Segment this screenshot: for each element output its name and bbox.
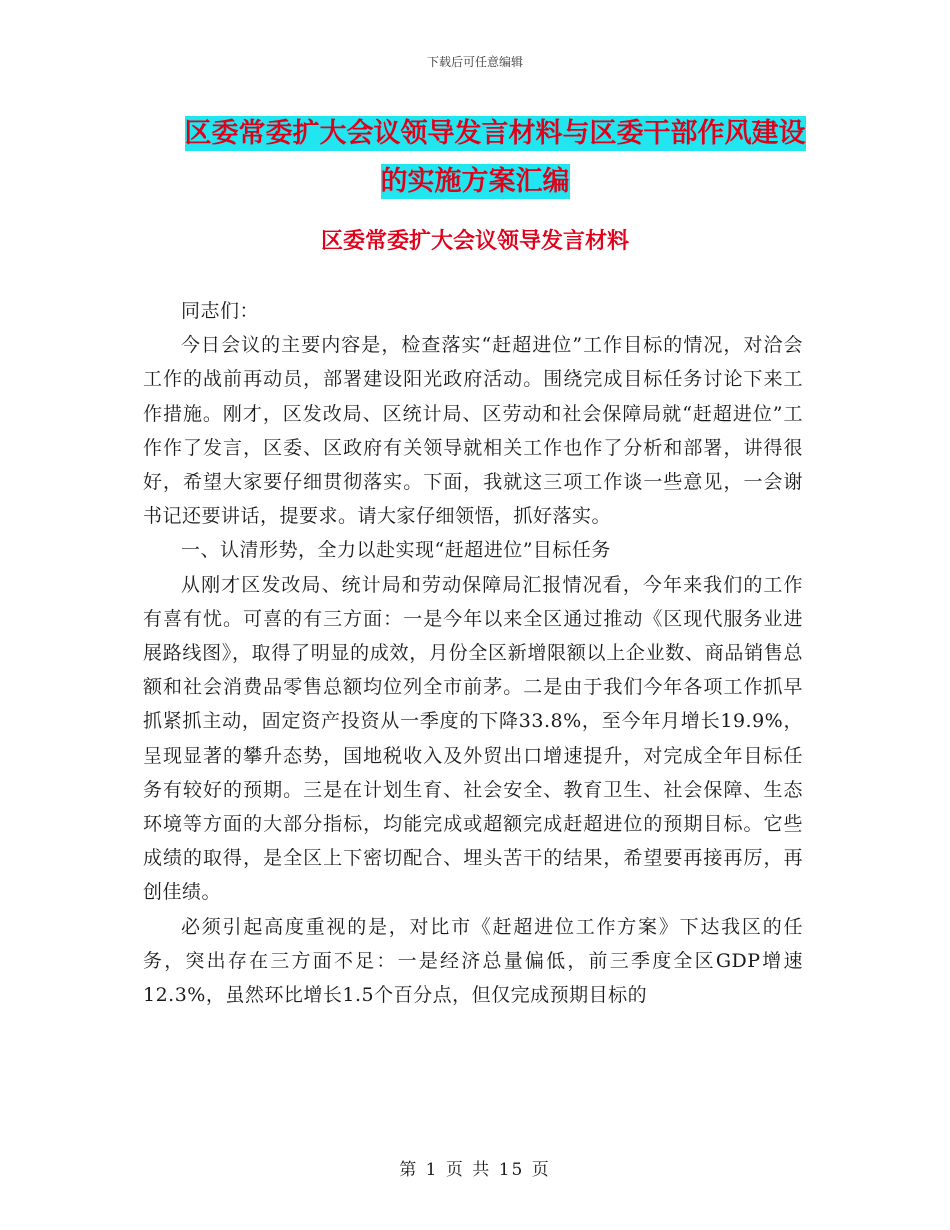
paragraph-greeting: 同志们： [181, 300, 260, 322]
paragraph: 从刚才区发改局、统计局和劳动保障局汇报情况看，今年来我们的工作有喜有忧。可喜的有三方面：一是今年以来全区通过推动《区现代服务业进展路线图》，取得了明显的成效，月份全区新增限额以上企业数、商品销售总额和社会消费品零售总额均位列全市前茅。二是由于我们今年各项工作抓早抓紧抓主动，固定资产投资从一季度的下降33.8%，至今年月增长19.9%，呈现显著的攀升态势，国地税收入及外贸出口增速提升，对完成全年目标任务有较好的预期。三是在计划生育、社会安全、教育卫生、社会保障、生态环境等方面的大部分指标，均能完成或超额完成赶超进位的预期目标。它些成绩的取得，是全区上下密切配合、埋头苦干的结果，希望要再接再厉，再创佳绩。 [143, 573, 803, 904]
page-footer: 第 1 页 共 15 页 [399, 1160, 551, 1180]
document-title-line-2: 的实施方案汇编 [380, 166, 570, 197]
section-title: 区委常委扩大会议领导发言材料 [320, 229, 629, 254]
paragraph: 今日会议的主要内容是，检查落实“赶超进位”工作目标的情况，对洽会工作的战前再动员，部署建设阳光政府活动。围绕完成目标任务讨论下来工作措施。刚才，区发改局、区统计局、区劳动和社会保障局就“赶超进位”工作作了发言，区委、区政府有关领导就相关工作也作了分析和部署，讲得很好，希望大家要仔细贯彻落实。下面，我就这三项工作谈一些意见，一会谢书记还要讲话，提要求。请大家仔细领悟，抓好落实。 [143, 334, 803, 528]
header-note: 下载后可任意编辑 [426, 55, 523, 69]
paragraph-heading: 一、认清形势，全力以赴实现“赶超进位”目标任务 [181, 539, 611, 562]
document-title-line-1: 区委常委扩大会议领导发言材料与区委干部作风建设 [184, 118, 806, 149]
paragraph: 必须引起高度重视的是，对比市《赶超进位工作方案》下达我区的任务，突出存在三方面不足：一是经济总量偏低，前三季度全区GDP增速12.3%，虽然环比增长1.5个百分点，但仅完成预期目标的 [143, 915, 803, 1007]
document-title [0, 110, 950, 206]
body-text [143, 294, 803, 1012]
